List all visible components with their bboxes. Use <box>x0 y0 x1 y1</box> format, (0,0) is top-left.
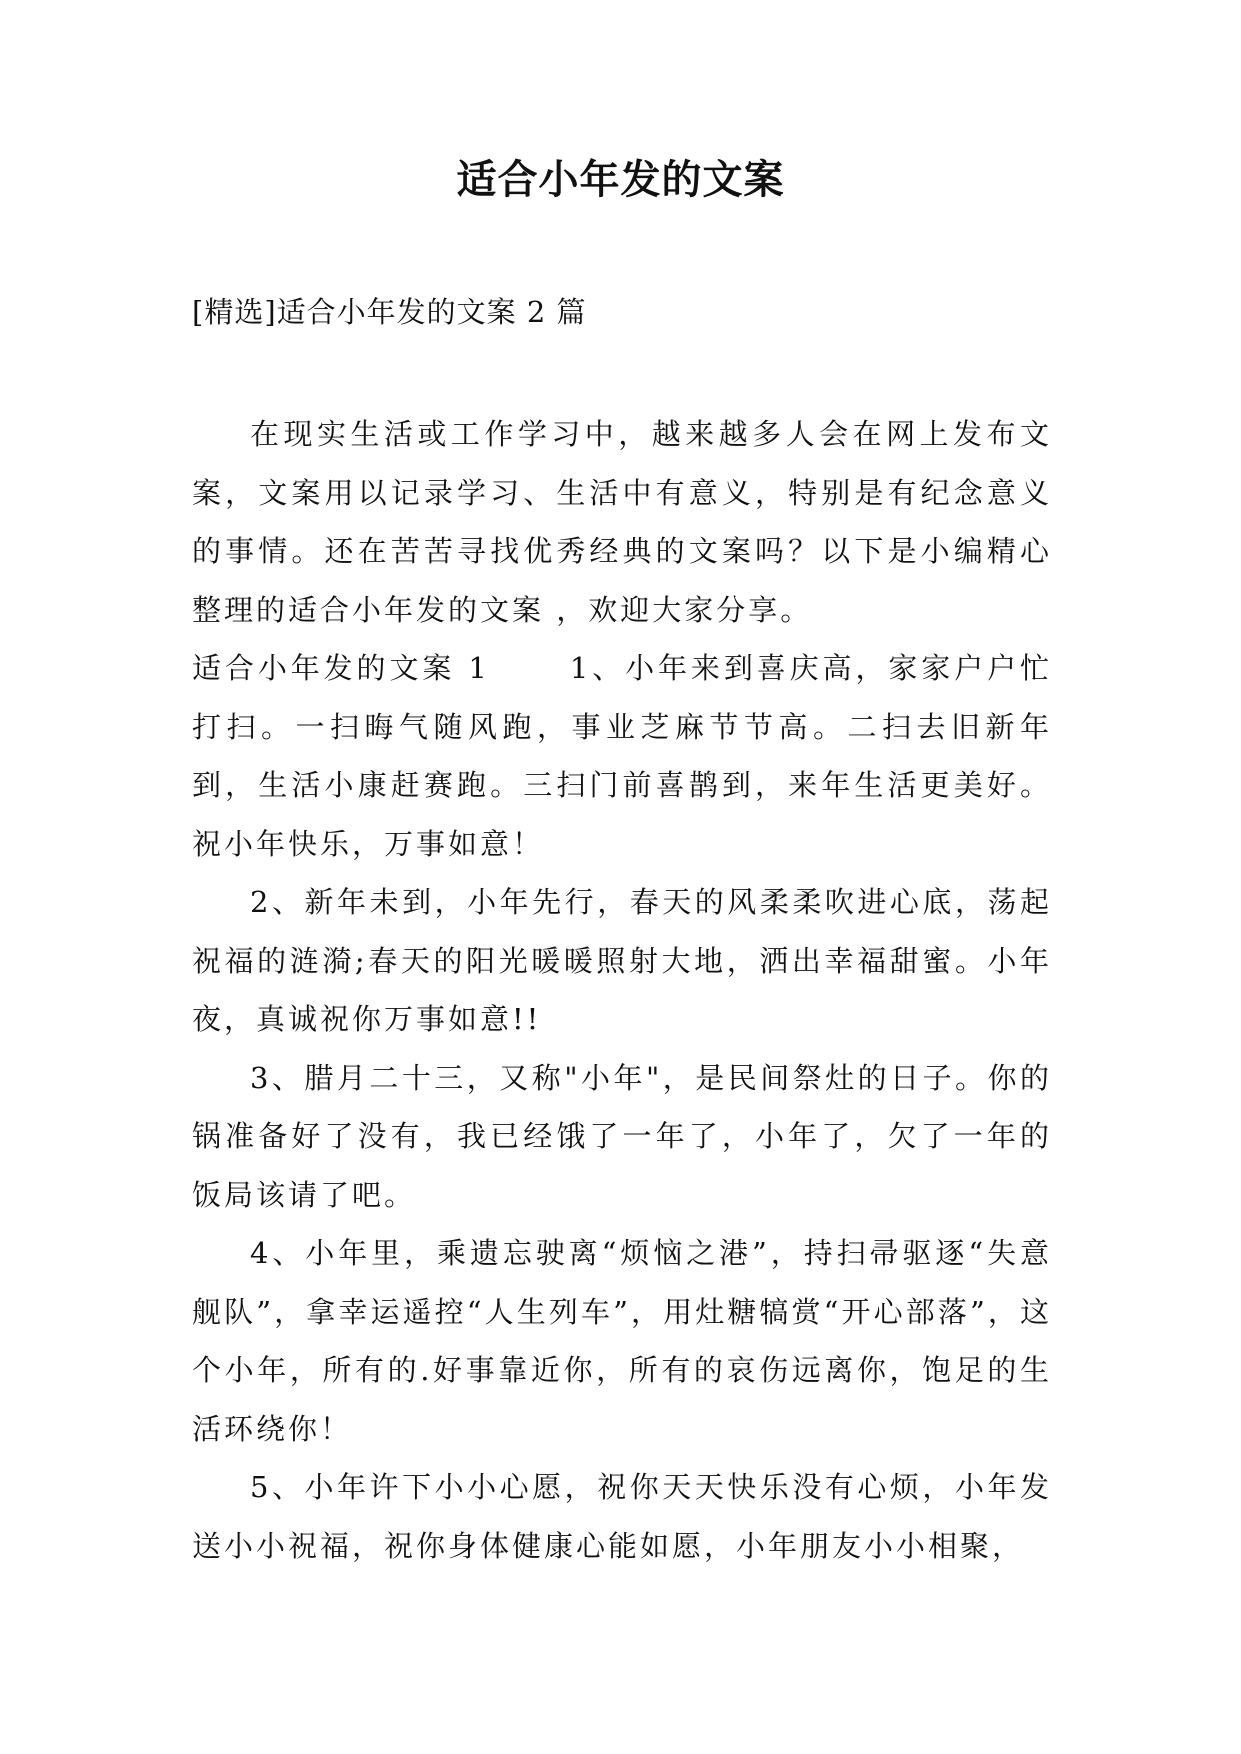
document-subtitle: [精选]适合小年发的文案 2 篇 <box>192 295 587 329</box>
list-item: 2、新年未到，小年先行，春天的风柔柔吹进心底，荡起祝福的涟漪;春天的阳光暖暖照射大地，洒出幸福甜蜜。小年夜，真诚祝你万事如意!! <box>192 885 1052 1036</box>
document-body <box>192 405 1052 1575</box>
document-title: 适合小年发的文案 <box>456 156 785 203</box>
intro-paragraph: 在现实生活或工作学习中，越来越多人会在网上发布文案，文案用以记录学习、生活中有意义，特别是有纪念意义的事情。还在苦苦寻找优秀经典的文案吗？以下是小编精心整理的适合小年发的文案 ，欢迎大家分享。 <box>192 417 1052 627</box>
list-item: 4、小年里，乘遗忘驶离“烦恼之港”，持扫帚驱逐“失意舰队”，拿幸运遥控“人生列车”，用灶糖犒赏“开心部落”，这个小年，所有的.好事靠近你，所有的哀伤远离你，饱足的生活环绕你！ <box>192 1236 1052 1446</box>
list-item: 3、腊月二十三，又称"小年"，是民间祭灶的日子。你的锅准备好了没有，我已经饿了一年了，小年了，欠了一年的饭局该请了吧。 <box>192 1060 1052 1212</box>
list-item: 5、小年许下小小心愿，祝你天天快乐没有心烦，小年发送小小祝福，祝你身体健康心能如愿，小年朋友小小相聚， <box>192 1470 1052 1563</box>
section-first-paragraph <box>192 639 1052 873</box>
list-item: 1、小年来到喜庆高，家家户户忙打扫。一扫晦气随风跑，事业芝麻节节高。二扫去旧新年到，生活小康赶赛跑。三扫门前喜鹊到，来年生活更美好。祝小年快乐，万事如意！ <box>192 651 1053 861</box>
section-heading: 适合小年发的文案 1 <box>192 651 490 685</box>
